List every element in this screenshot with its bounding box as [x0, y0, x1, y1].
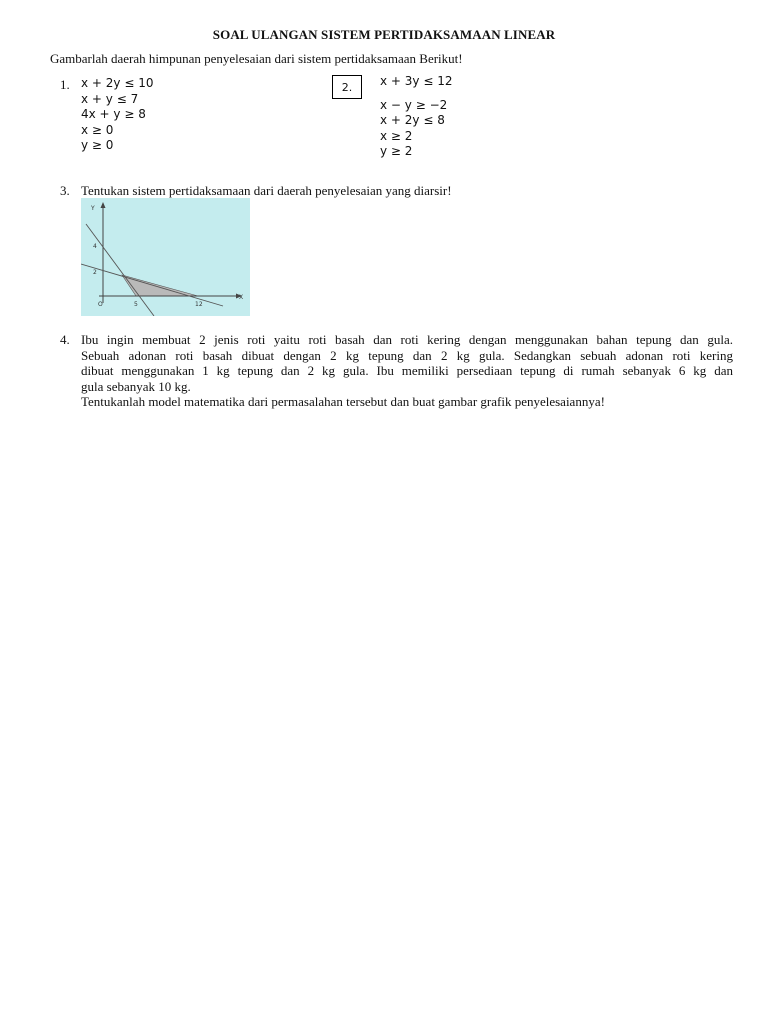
- q3-text: Tentukan sistem pertidaksamaan dari daerah penyelesaian yang diarsir!: [81, 183, 452, 198]
- q1-inequalities: [81, 76, 153, 154]
- y-axis-label: Y: [91, 205, 95, 212]
- q2-number-box: 2.: [332, 75, 362, 99]
- x-tick-label: 5: [134, 301, 138, 308]
- origin-label: O: [98, 301, 103, 308]
- q4-line: Sebuah adonan roti basah dibuat dengan 2 kg tepung dan 2 kg gula. Sedangkan sebuah adonan roti kering: [81, 347, 733, 363]
- intro-instruction: Gambarlah daerah himpunan penyelesaian dari sistem pertidaksamaan Berikut!: [50, 51, 463, 66]
- q2-line: x + 3y ≤ 12: [380, 74, 453, 88]
- q3-graph: [81, 198, 250, 316]
- q3-number: 3.: [60, 183, 70, 198]
- q4-number: 4.: [60, 332, 70, 347]
- y-tick-label: 2: [93, 269, 97, 276]
- q4-line: Ibu ingin membuat 2 jenis roti yaitu roti basah dan roti kering dengan menggunakan bahan tepung dan gula.: [81, 332, 733, 347]
- q1-line: y ≥ 0: [81, 138, 114, 152]
- graph-background: [81, 198, 250, 316]
- q2-line: x − y ≥ −2: [380, 97, 448, 112]
- q2-line: x ≥ 2: [380, 128, 413, 143]
- q1-line: 4x + y ≥ 8: [81, 107, 146, 121]
- q4-line: Tentukanlah model matematika dari permasalahan tersebut dan buat gambar grafik penyelesaiannya!: [81, 394, 605, 409]
- q4-paragraph: [81, 332, 733, 410]
- q1-number: 1.: [60, 77, 70, 92]
- q1-line: x ≥ 0: [81, 122, 114, 137]
- x-tick-label: 12: [195, 301, 203, 308]
- q2-line: x + 2y ≤ 8: [380, 113, 445, 127]
- q1-line: x + 2y ≤ 10: [81, 76, 154, 90]
- y-tick-label: 4: [93, 243, 97, 250]
- page-title: SOAL ULANGAN SISTEM PERTIDAKSAMAAN LINEAR: [212, 27, 556, 42]
- q1-line: x + y ≤ 7: [81, 91, 139, 106]
- q4-line: dibuat menggunakan 1 kg tepung dan 2 kg gula. Ibu memiliki persediaan tepung di rumah sebanyak 6 kg dan: [81, 363, 733, 378]
- q4-line: gula sebanyak 10 kg.: [81, 378, 191, 394]
- q2-inequalities: [380, 74, 452, 160]
- x-axis-label: X: [239, 294, 244, 301]
- q2-line: y ≥ 2: [380, 144, 413, 158]
